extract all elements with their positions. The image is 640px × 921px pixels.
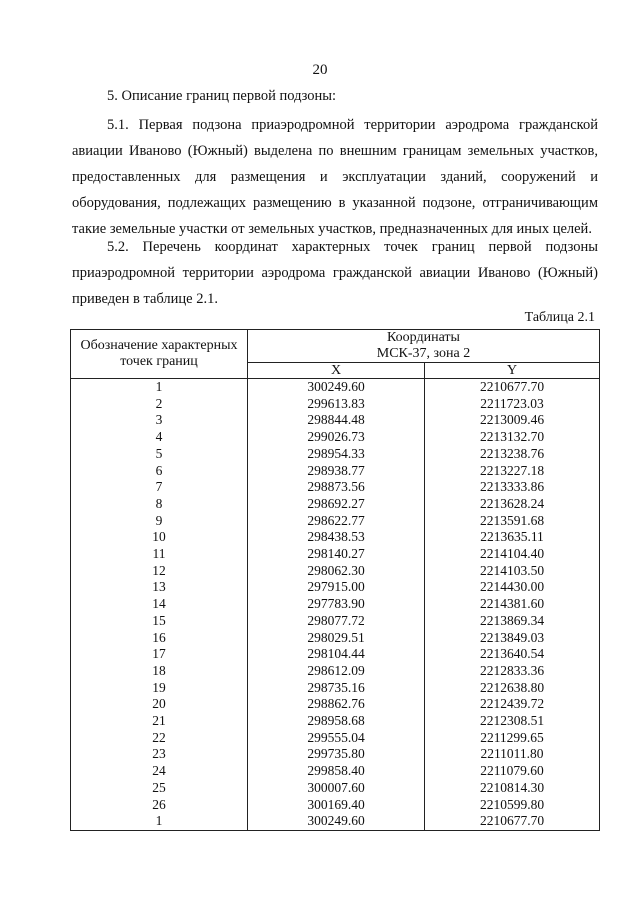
- point-cell: 1: [71, 813, 248, 830]
- x-cell: 298140.27: [248, 546, 425, 563]
- point-cell: 17: [71, 646, 248, 663]
- table-row: [71, 663, 600, 680]
- table-row: [71, 680, 600, 697]
- point-cell: 25: [71, 780, 248, 797]
- point-cell: 23: [71, 746, 248, 763]
- y-cell: 2213628.24: [425, 496, 600, 513]
- point-cell: 18: [71, 663, 248, 680]
- point-cell: 11: [71, 546, 248, 563]
- table-row: [71, 613, 600, 630]
- y-cell: 2214104.40: [425, 546, 600, 563]
- table-row: [71, 730, 600, 747]
- paragraph-5-2: [72, 234, 598, 312]
- table-row: [71, 563, 600, 580]
- point-cell: 15: [71, 613, 248, 630]
- y-cell: 2213849.03: [425, 630, 600, 647]
- y-cell: 2210677.70: [425, 379, 600, 396]
- y-cell: 2211079.60: [425, 763, 600, 780]
- point-cell: 8: [71, 496, 248, 513]
- table-row: [71, 463, 600, 480]
- x-cell: 298029.51: [248, 630, 425, 647]
- point-cell: 3: [71, 412, 248, 429]
- x-cell: 298077.72: [248, 613, 425, 630]
- x-cell: 298735.16: [248, 680, 425, 697]
- x-cell: 300249.60: [248, 379, 425, 396]
- x-cell: 298938.77: [248, 463, 425, 480]
- table-row: [71, 529, 600, 546]
- x-cell: 300249.60: [248, 813, 425, 830]
- point-cell: 20: [71, 696, 248, 713]
- x-cell: 300007.60: [248, 780, 425, 797]
- table-row: [71, 496, 600, 513]
- point-cell: 24: [71, 763, 248, 780]
- y-cell: 2210814.30: [425, 780, 600, 797]
- table-row: [71, 446, 600, 463]
- point-cell: 14: [71, 596, 248, 613]
- y-cell: 2214381.60: [425, 596, 600, 613]
- y-cell: 2213009.46: [425, 412, 600, 429]
- y-cell: 2213238.76: [425, 446, 600, 463]
- x-cell: 299858.40: [248, 763, 425, 780]
- section-heading: 5. Описание границ первой подзоны:: [107, 88, 337, 104]
- y-cell: 2213132.70: [425, 429, 600, 446]
- x-cell: 298862.76: [248, 696, 425, 713]
- y-cell: 2210677.70: [425, 813, 600, 830]
- x-cell: 299555.04: [248, 730, 425, 747]
- x-cell: 298873.56: [248, 479, 425, 496]
- paragraph-5-1-text: 5.1. Первая подзона приаэродромной территории аэродрома гражданской авиации Иваново (Южный) выделена по внешним границам земельных участков, предоставленных для размещения и эксплуатации зданий, сооружений и оборудования, подлежащих размещению в указанной подзоне, отграничивающим такие земельные участки от земельных участков, предназначенных для иных целей.: [72, 117, 598, 237]
- y-cell: 2214430.00: [425, 579, 600, 596]
- y-cell: 2211723.03: [425, 396, 600, 413]
- x-cell: 298438.53: [248, 529, 425, 546]
- x-cell: 298612.09: [248, 663, 425, 680]
- page-number: 20: [312, 62, 328, 78]
- x-cell: 298062.30: [248, 563, 425, 580]
- coordinates-table: [70, 329, 600, 831]
- point-cell: 26: [71, 797, 248, 814]
- x-cell: 299613.83: [248, 396, 425, 413]
- y-cell: 2213869.34: [425, 613, 600, 630]
- table-row: [71, 596, 600, 613]
- y-cell: 2210599.80: [425, 797, 600, 814]
- point-cell: 16: [71, 630, 248, 647]
- x-cell: 299026.73: [248, 429, 425, 446]
- table-row: [71, 797, 600, 814]
- point-cell: 10: [71, 529, 248, 546]
- y-cell: 2212638.80: [425, 680, 600, 697]
- point-cell: 5: [71, 446, 248, 463]
- x-cell: 297783.90: [248, 596, 425, 613]
- point-cell: 7: [71, 479, 248, 496]
- point-cell: 9: [71, 513, 248, 530]
- x-cell: 299735.80: [248, 746, 425, 763]
- point-cell: 2: [71, 396, 248, 413]
- paragraph-5-2-text: 5.2. Перечень координат характерных точек границ первой подзоны приаэродромной территории аэродрома гражданской авиации Иваново (Южный) приведен в таблице 2.1.: [72, 239, 598, 307]
- table-row: [71, 379, 600, 396]
- table-row: [71, 713, 600, 730]
- point-cell: 6: [71, 463, 248, 480]
- header-coordinates-title: Координаты: [387, 330, 460, 345]
- table-row: [71, 513, 600, 530]
- table-row: [71, 396, 600, 413]
- header-x: X: [248, 363, 425, 379]
- y-cell: 2211011.80: [425, 746, 600, 763]
- table-row: [71, 546, 600, 563]
- y-cell: 2213640.54: [425, 646, 600, 663]
- y-cell: 2212833.36: [425, 663, 600, 680]
- y-cell: 2212439.72: [425, 696, 600, 713]
- x-cell: 300169.40: [248, 797, 425, 814]
- table-row: [71, 696, 600, 713]
- point-cell: 21: [71, 713, 248, 730]
- x-cell: 298954.33: [248, 446, 425, 463]
- table-body: [71, 379, 600, 831]
- x-cell: 298958.68: [248, 713, 425, 730]
- table-row: [71, 746, 600, 763]
- table-row: [71, 429, 600, 446]
- header-points: Обозначение характерных точек границ: [71, 330, 248, 379]
- x-cell: 297915.00: [248, 579, 425, 596]
- y-cell: 2213591.68: [425, 513, 600, 530]
- table-caption: Таблица 2.1: [524, 310, 595, 325]
- x-cell: 298844.48: [248, 412, 425, 429]
- y-cell: 2212308.51: [425, 713, 600, 730]
- x-cell: 298622.77: [248, 513, 425, 530]
- table-row: [71, 579, 600, 596]
- table-row: [71, 630, 600, 647]
- y-cell: 2213227.18: [425, 463, 600, 480]
- header-y: Y: [425, 363, 600, 379]
- point-cell: 13: [71, 579, 248, 596]
- header-coordinates: [248, 330, 600, 363]
- paragraph-5-1: [72, 112, 598, 242]
- y-cell: 2213635.11: [425, 529, 600, 546]
- table-row: [71, 813, 600, 830]
- y-cell: 2214103.50: [425, 563, 600, 580]
- header-coordinates-system: МСК-37, зона 2: [376, 346, 471, 361]
- table-row: [71, 479, 600, 496]
- x-cell: 298104.44: [248, 646, 425, 663]
- point-cell: 1: [71, 379, 248, 396]
- point-cell: 19: [71, 680, 248, 697]
- x-cell: 298692.27: [248, 496, 425, 513]
- table-row: [71, 646, 600, 663]
- point-cell: 4: [71, 429, 248, 446]
- table-row: [71, 763, 600, 780]
- point-cell: 22: [71, 730, 248, 747]
- point-cell: 12: [71, 563, 248, 580]
- y-cell: 2213333.86: [425, 479, 600, 496]
- table-row: [71, 780, 600, 797]
- table-row: [71, 412, 600, 429]
- y-cell: 2211299.65: [425, 730, 600, 747]
